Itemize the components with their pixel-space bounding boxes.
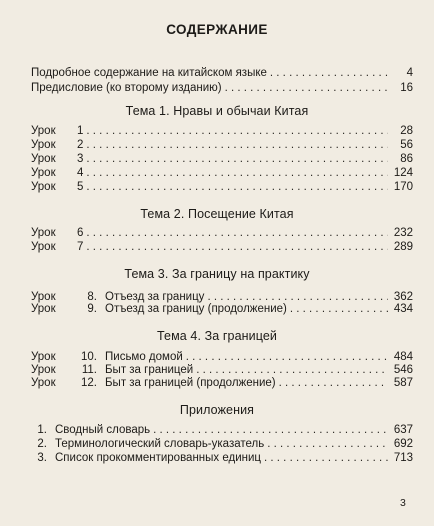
lesson-number: 8.: [87, 291, 97, 303]
dot-leader: [270, 66, 388, 80]
entry-page: 16: [400, 82, 413, 94]
lesson-number: 10.: [81, 351, 97, 363]
entry-page: 692: [393, 438, 413, 450]
appendix-entry: [31, 451, 413, 465]
entry-page: 434: [393, 303, 413, 315]
entry-page: 56: [400, 139, 413, 151]
lesson-word: Урок: [31, 241, 56, 253]
appendix-title: Терминологический словарь-указатель: [55, 438, 265, 450]
lesson-entry: [31, 376, 413, 390]
dot-leader: [267, 437, 388, 451]
lesson-number: 6: [77, 227, 84, 239]
page-number: 3: [400, 497, 406, 509]
dot-leader: [86, 226, 388, 240]
entry-page: 362: [393, 291, 413, 303]
appendix-heading: Приложения: [179, 403, 255, 417]
appendix-number: 3.: [37, 452, 47, 464]
lesson-number: 3: [77, 153, 84, 165]
entry-page: 484: [393, 351, 413, 363]
entry-page: 289: [393, 241, 413, 253]
lesson-title: Отъезд за границу: [105, 291, 205, 303]
dot-leader: [225, 81, 388, 95]
dot-leader: [264, 451, 388, 465]
lesson-word: Урок: [31, 291, 56, 303]
dot-leader: [290, 302, 388, 316]
appendix-title: Сводный словарь: [55, 424, 151, 436]
lesson-number: 7: [77, 241, 84, 253]
entry-page: 170: [393, 181, 413, 193]
lesson-title: Быт за границей (продолжение): [105, 377, 276, 389]
lesson-entry: [31, 226, 413, 240]
toc-entry-chinese-contents: [31, 66, 413, 80]
entry-page: 713: [393, 452, 413, 464]
appendix-entry: [31, 423, 413, 437]
lesson-number: 12.: [81, 377, 97, 389]
page-title: СОДЕРЖАНИЕ: [166, 22, 268, 37]
lesson-title: Быт за границей: [105, 364, 194, 376]
lesson-entry: [31, 350, 413, 364]
dot-leader: [86, 152, 388, 166]
appendix-number: 2.: [37, 438, 47, 450]
lesson-entry: [31, 180, 413, 194]
dot-leader: [86, 166, 388, 180]
lesson-number: 1: [77, 125, 84, 137]
lesson-word: Урок: [31, 303, 56, 315]
entry-page: 546: [393, 364, 413, 376]
appendix-number: 1.: [37, 424, 47, 436]
lesson-word: Урок: [31, 125, 56, 137]
entry-page: 637: [393, 424, 413, 436]
theme-heading: Тема 2. Посещение Китая: [140, 207, 294, 221]
dot-leader: [186, 350, 388, 364]
lesson-word: Урок: [31, 139, 56, 151]
lesson-entry: [31, 152, 413, 166]
lesson-word: Урок: [31, 181, 56, 193]
lesson-number: 2: [77, 139, 84, 151]
appendix-entry: [31, 437, 413, 451]
lesson-number: 5: [77, 181, 84, 193]
lesson-word: Урок: [31, 351, 56, 363]
theme-heading: Тема 4. За границей: [157, 329, 277, 343]
lesson-entry: [31, 240, 413, 254]
lesson-word: Урок: [31, 377, 56, 389]
entry-page: 28: [400, 125, 413, 137]
lesson-entry: [31, 124, 413, 138]
entry-page: 124: [393, 167, 413, 179]
lesson-word: Урок: [31, 153, 56, 165]
lesson-entry: [31, 363, 413, 377]
theme-heading: Тема 1. Нравы и обычаи Китая: [125, 104, 309, 118]
appendix-title: Список прокомментированных единиц: [55, 452, 262, 464]
lesson-entry: [31, 138, 413, 152]
lesson-word: Урок: [31, 227, 56, 239]
entry-label: Подробное содержание на китайском языке: [31, 67, 267, 79]
dot-leader: [86, 180, 388, 194]
lesson-entry: [31, 302, 413, 316]
toc-entry-preface: [31, 81, 413, 95]
dot-leader: [86, 138, 388, 152]
theme-heading: Тема 3. За границу на практику: [124, 267, 310, 281]
dot-leader: [279, 376, 388, 390]
lesson-number: 9.: [87, 303, 97, 315]
entry-label: Предисловие (ко второму изданию): [31, 82, 222, 94]
lesson-number: 4: [77, 167, 84, 179]
lesson-entry: [31, 166, 413, 180]
entry-page: 86: [400, 153, 413, 165]
dot-leader: [196, 363, 388, 377]
lesson-word: Урок: [31, 167, 56, 179]
lesson-title: Отъезд за границу (продолжение): [105, 303, 287, 315]
lesson-title: Письмо домой: [105, 351, 183, 363]
dot-leader: [153, 423, 388, 437]
dot-leader: [86, 124, 388, 138]
entry-page: 587: [393, 377, 413, 389]
entry-page: 232: [393, 227, 413, 239]
entry-page: 4: [406, 67, 413, 79]
lesson-number: 11.: [81, 364, 97, 376]
dot-leader: [86, 240, 388, 254]
lesson-word: Урок: [31, 364, 56, 376]
